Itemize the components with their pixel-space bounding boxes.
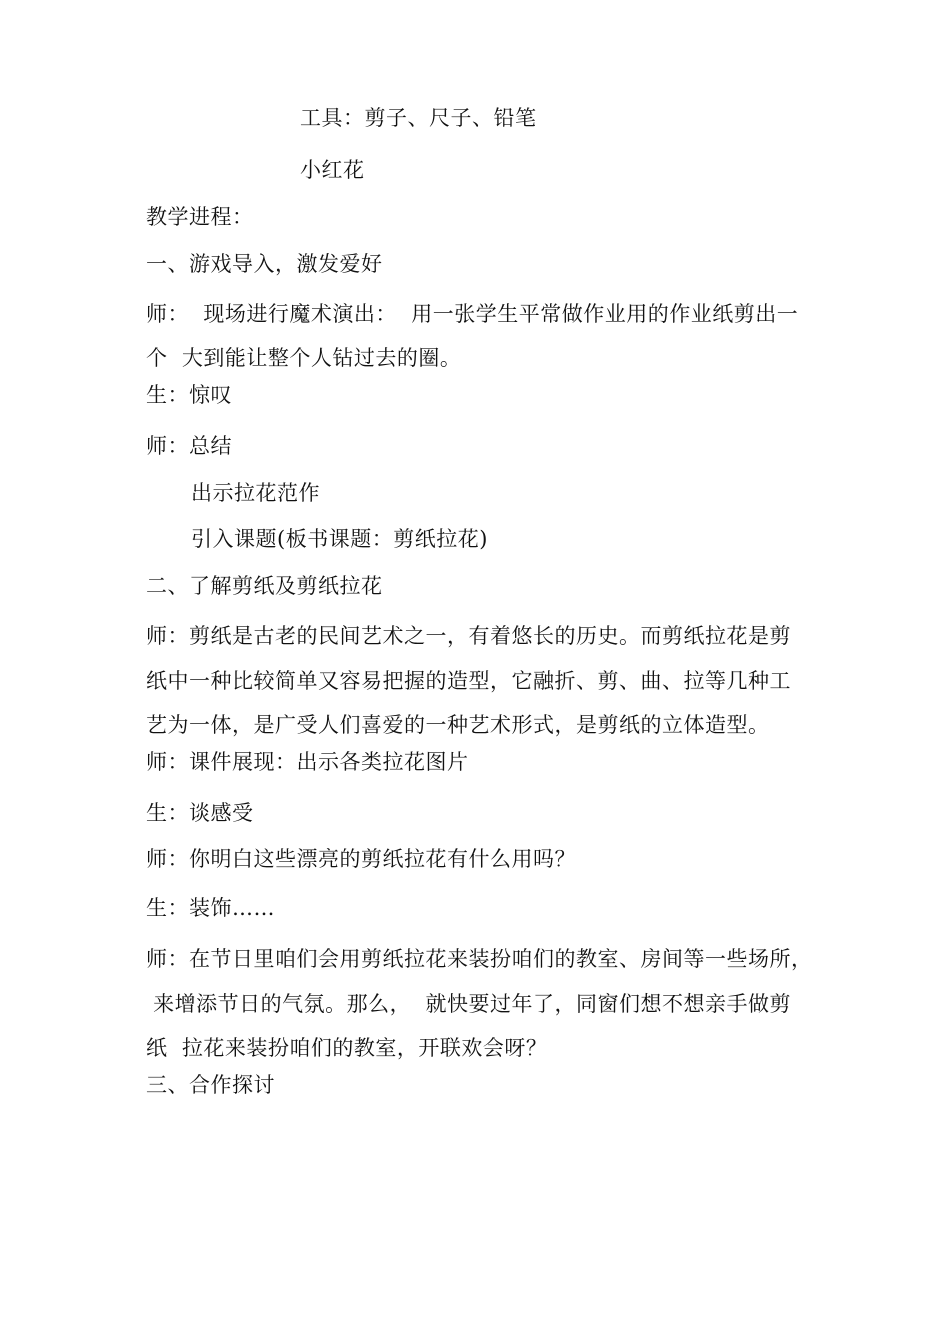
text-line-festival-3: 纸 拉花来装扮咱们的教室，开联欢会呀？ (146, 1036, 548, 1060)
section-heading-3: 三、合作探讨 (146, 1073, 275, 1097)
text-line-teacher-question: 师：你明白这些漂亮的剪纸拉花有什么用吗？ (146, 847, 576, 871)
text-line-show-example: 出示拉花范作 (191, 481, 320, 505)
text-line-festival-2: 来增添节日的气氛。那么， 就快要过年了，同窗们想不想亲手做剪 (146, 992, 792, 1016)
text-line-paper-cutting-2: 纸中一种比较简单又容易把握的造型，它融折、剪、曲、拉等几种工 (146, 669, 791, 693)
text-line-red-flower: 小红花 (300, 158, 365, 182)
text-line-tools: 工具：剪子、尺子、铅笔 (300, 106, 537, 130)
text-line-student-decorate: 生：装饰…… (146, 896, 275, 920)
text-line-paper-cutting-1: 师：剪纸是古老的民间艺术之一，有着悠长的历史。而剪纸拉花是剪 (146, 624, 791, 648)
text-line-festival-1: 师：在节日里咱们会用剪纸拉花来装扮咱们的教室、房间等一些场所， (146, 947, 813, 971)
text-line-teacher-summary: 师：总结 (146, 434, 232, 458)
section-heading-1: 一、游戏导入，激发爱好 (146, 252, 383, 276)
section-heading-2: 二、了解剪纸及剪纸拉花 (146, 574, 383, 598)
text-line-student-feelings: 生：谈感受 (146, 801, 254, 825)
text-line-teacher-magic-cont: 个 大到能让整个人钻过去的圈。 (146, 346, 462, 370)
text-line-paper-cutting-3: 艺为一体，是广受人们喜爱的一种艺术形式，是剪纸的立体造型。 (146, 713, 770, 737)
text-line-courseware: 师：课件展现：出示各类拉花图片 (146, 750, 469, 774)
text-line-teacher-magic: 师： 现场进行魔术演出： 用一张学生平常做作业用的作业纸剪出一 (146, 302, 799, 326)
text-line-student-amazed: 生：惊叹 (146, 383, 232, 407)
text-line-process-heading: 教学进程： (146, 205, 254, 229)
text-line-introduce-topic: 引入课题(板书课题：剪纸拉花) (191, 527, 488, 551)
